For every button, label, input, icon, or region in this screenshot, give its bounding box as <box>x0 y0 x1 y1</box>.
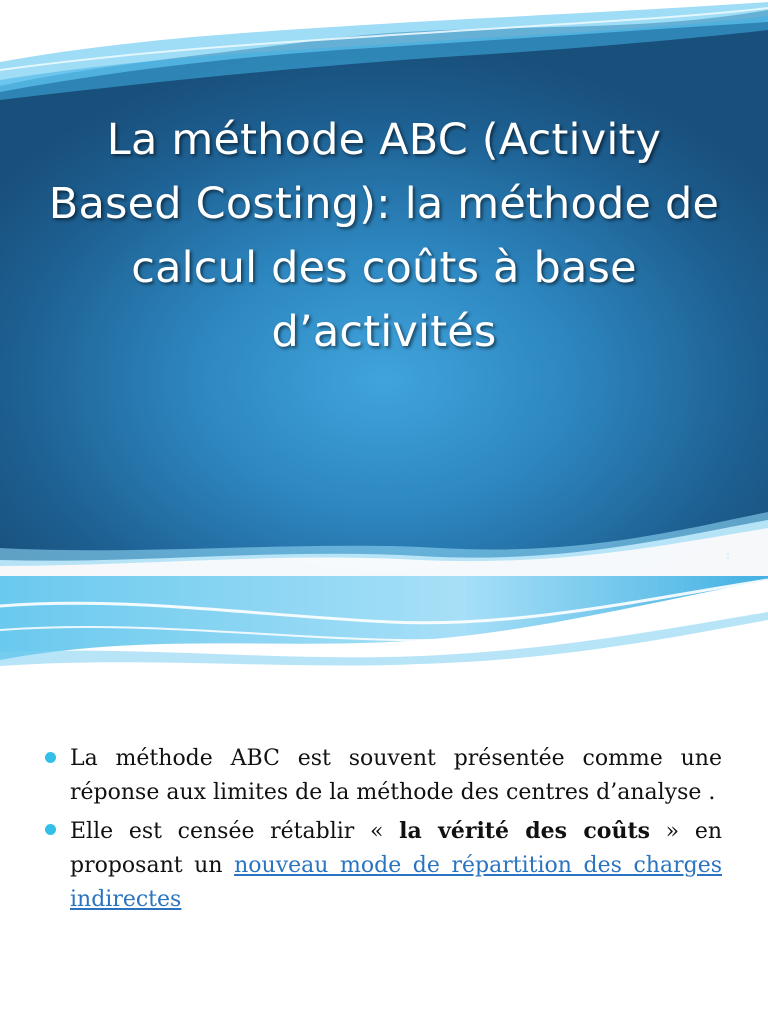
bullet-item-1 <box>70 742 722 810</box>
bullet-icon <box>45 824 56 835</box>
wave-header-decoration <box>0 576 768 686</box>
bullet-text-middle: » en proposant un <box>70 819 723 878</box>
charges-link[interactable]: nouveau mode de répartition des charges indirectes <box>70 853 722 912</box>
emphasis-text: la vérité des coûts <box>399 818 651 844</box>
bullet-list <box>70 742 722 921</box>
slide-title: La méthode ABC (Activity Based Costing): la méthode de calcul des coûts à base d’activités <box>48 115 720 357</box>
bullet-icon <box>45 752 56 763</box>
bullet-text: La méthode ABC est souvent présentée comme une réponse aux limites de la méthode des centres d’analyse . <box>70 746 722 805</box>
content-slide <box>0 576 768 1024</box>
bullet-text-intro: Elle est censée rétablir « <box>70 819 400 844</box>
slide-number: 1 <box>725 552 731 561</box>
bullet-item-2 <box>70 814 722 917</box>
